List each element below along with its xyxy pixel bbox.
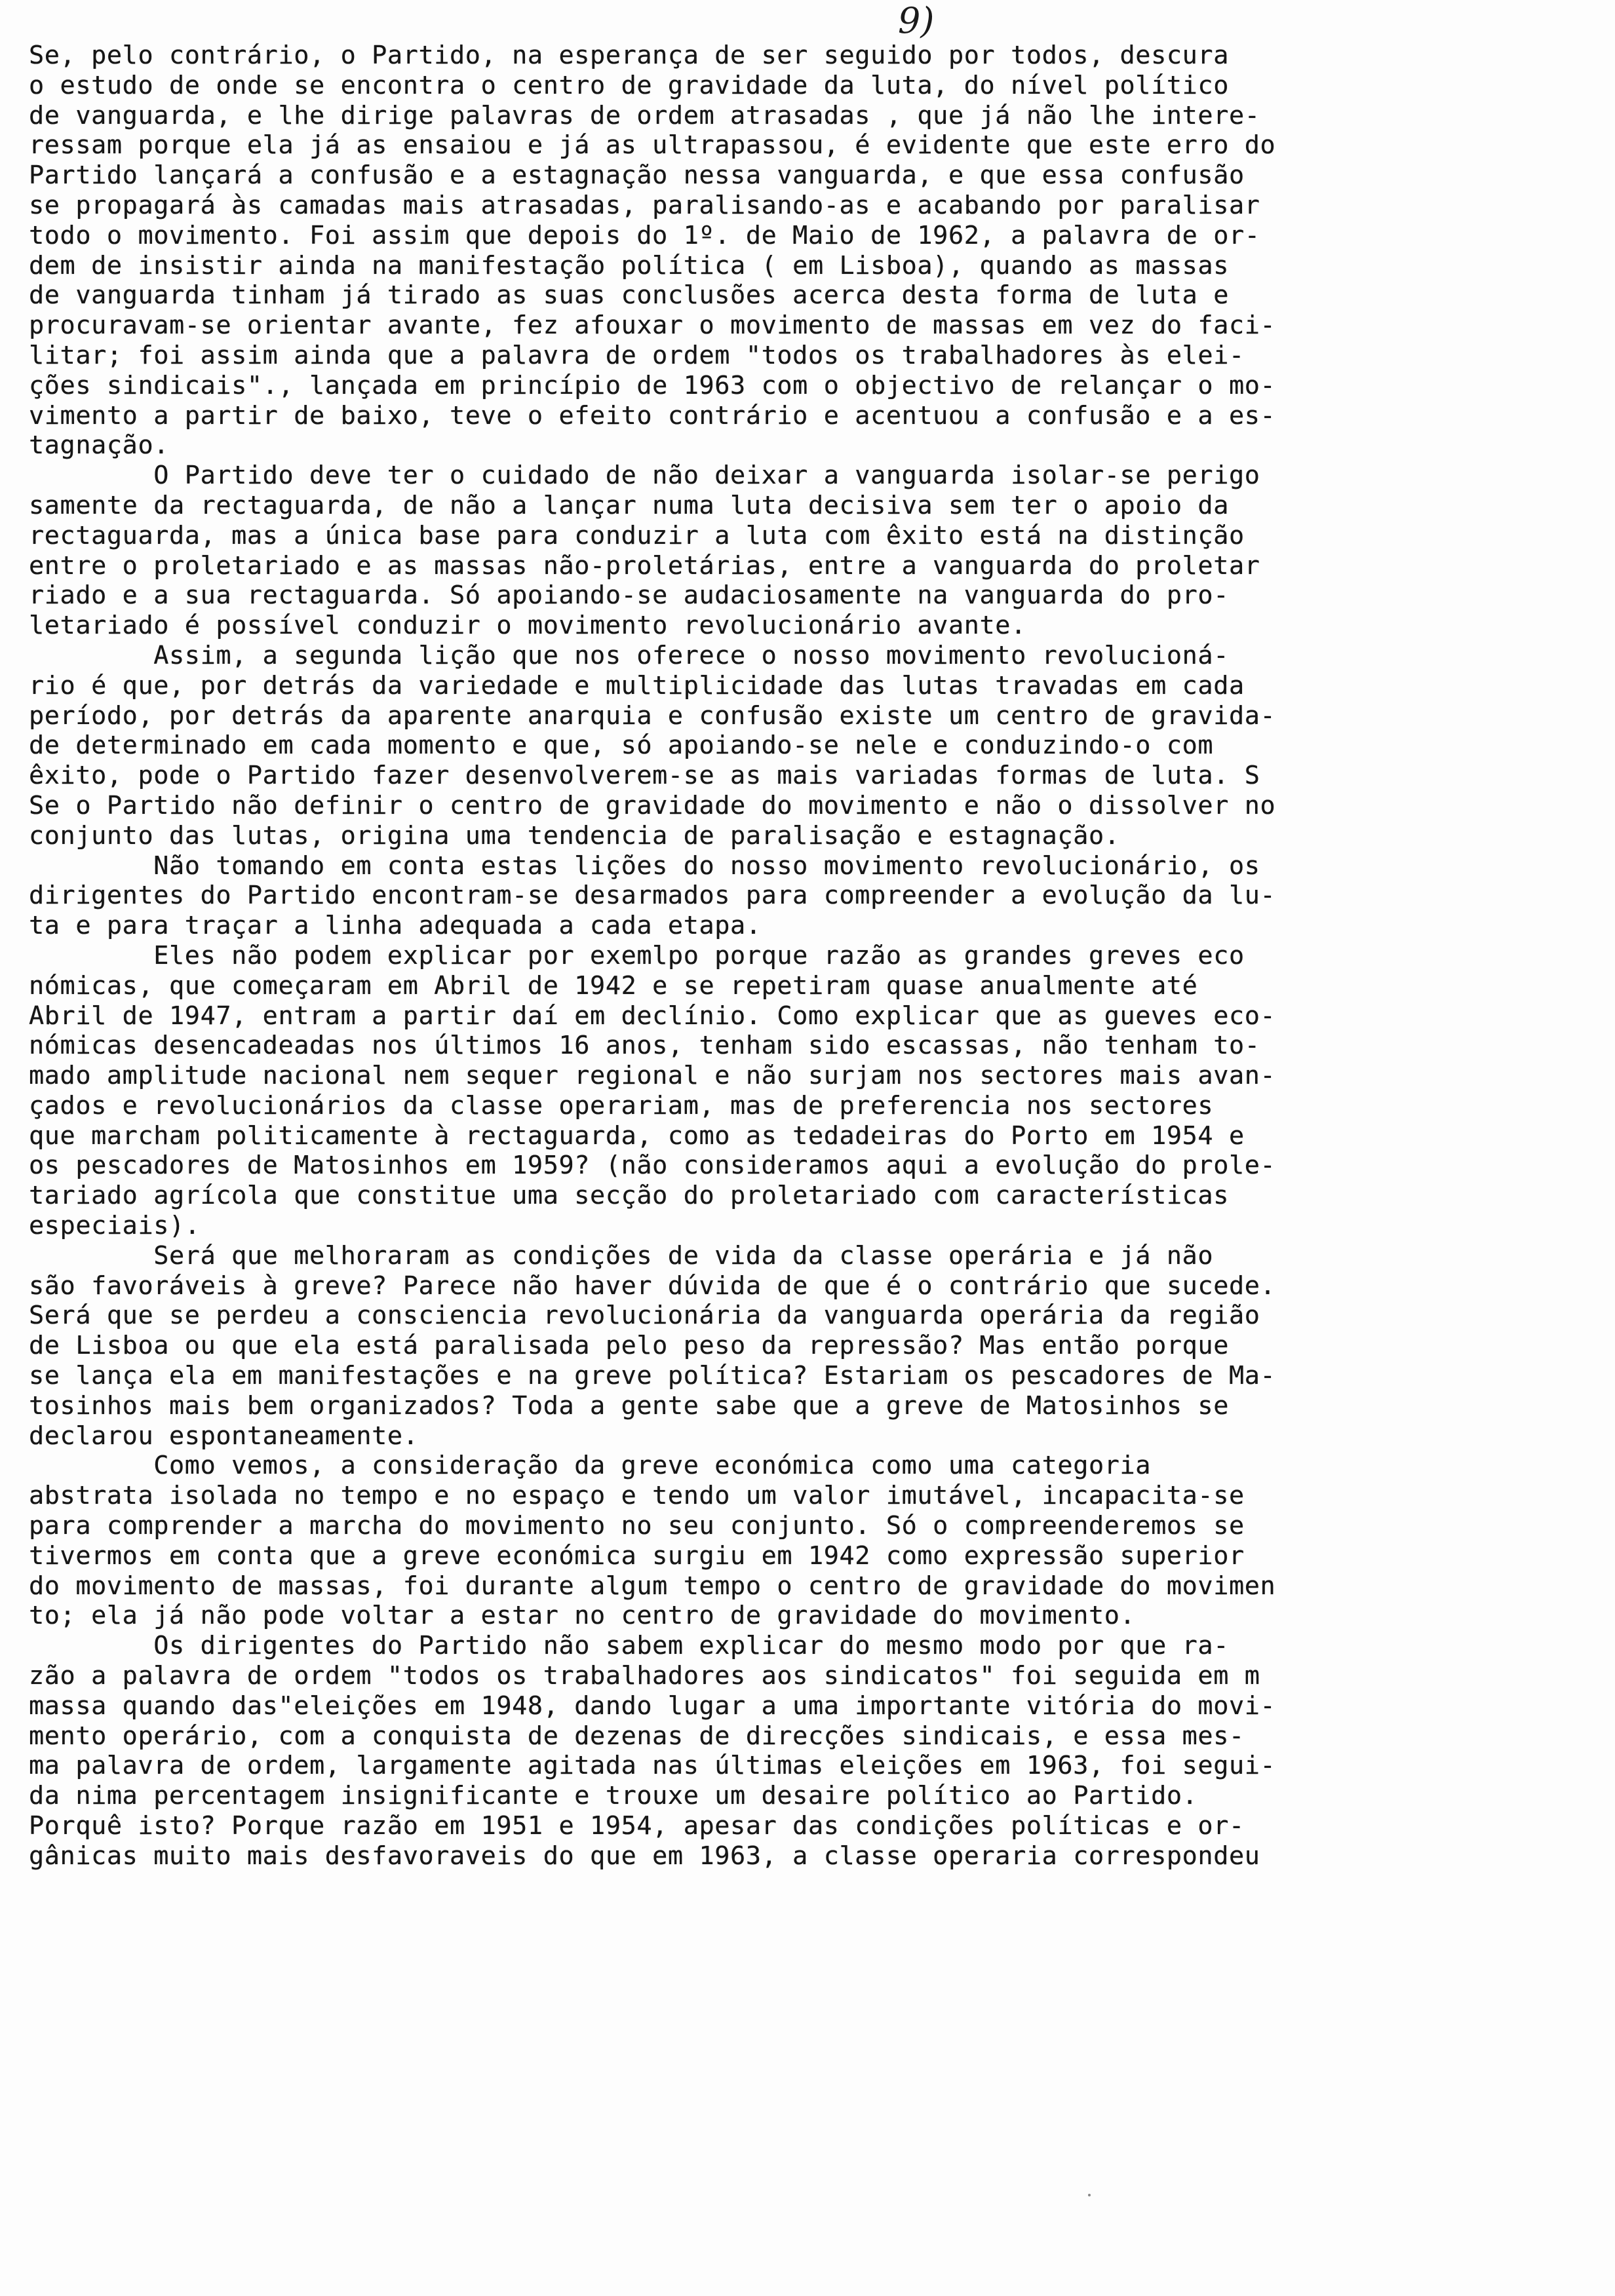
text-line: litar; foi assim ainda que a palavra de ordem "todos os trabalhadores às elei- — [29, 340, 1245, 370]
text-line: período, por detrás da aparente anarquia e confusão existe um centro de gravida- — [29, 700, 1276, 731]
text-line: tivermos em conta que a greve económica surgiu em 1942 como expressão superior — [29, 1540, 1245, 1571]
text-line: Os dirigentes do Partido não sabem explicar do mesmo modo por que ra- — [29, 1631, 1229, 1661]
text-line: vimento a partir de baixo, teve o efeito contrário e acentuou a confusão e a es- — [29, 400, 1276, 430]
text-line: ressam porque ela já as ensaiou e já as ultrapassou, é evidente que este erro do — [29, 130, 1276, 161]
text-line: do movimento de massas, foi durante algum tempo o centro de gravidade do movimen — [29, 1571, 1276, 1601]
text-line: o estudo de onde se encontra o centro de gravidade da luta, do nível político — [29, 70, 1229, 100]
text-line: letariado é possível conduzir o movimento revolucionário avante. — [29, 611, 1026, 641]
text-line: O Partido deve ter o cuidado de não deixar a vanguarda isolar-se perigo — [29, 461, 1260, 491]
text-line: se lança ela em manifestações e na greve política? Estariam os pescadores de Ma- — [29, 1361, 1276, 1391]
page-number: 9) — [898, 0, 935, 41]
text-line: de Lisboa ou que ela está paralisada pelo peso da repressão? Mas então porque — [29, 1331, 1229, 1361]
text-line: os pescadores de Matosinhos em 1959? (não consideramos aqui a evolução do prole- — [29, 1151, 1276, 1181]
text-line: çados e revolucionários da classe operariam, mas de preferencia nos sectores — [29, 1090, 1214, 1120]
text-line: entre o proletariado e as massas não-proletárias, entre a vanguarda do proletar — [29, 550, 1260, 581]
text-line: são favoráveis à greve? Parece não haver dúvida de que é o contrário que sucede. — [29, 1271, 1276, 1301]
text-line: samente da rectaguarda, de não a lançar numa luta decisiva sem ter o apoio da — [29, 490, 1229, 520]
text-line: tosinhos mais bem organizados? Toda a gente sabe que a greve de Matosinhos se — [29, 1390, 1229, 1421]
text-line: Se, pelo contrário, o Partido, na esperança de ser seguido por todos, descura — [29, 41, 1229, 70]
text-line: nómicas desencadeadas nos últimos 16 anos, tenham sido escassas, não tenham to- — [29, 1031, 1260, 1061]
text-line: dirigentes do Partido encontram-se desarmados para compreender a evolução da lu- — [29, 881, 1276, 911]
text-line: zão a palavra de ordem "todos os trabalhadores aos sindicatos" foi seguida em m — [29, 1661, 1260, 1691]
text-line: Eles não podem explicar por exemlpo porque razão as grandes greves eco — [29, 940, 1245, 970]
text-line: de vanguarda, e lhe dirige palavras de ordem atrasadas , que já não lhe intere- — [29, 100, 1260, 130]
text-line: gânicas muito mais desfavoraveis do que em 1963, a classe operaria correspondeu — [29, 1841, 1260, 1871]
text-line: conjunto das lutas, origina uma tendencia de paralisação e estagnação. — [29, 820, 1120, 851]
text-line: de determinado em cada momento e que, só apoiando-se nele e conduzindo-o com — [29, 731, 1214, 761]
text-line: Se o Partido não definir o centro de gravidade do movimento e não o dissolver no — [29, 790, 1276, 820]
text-line: mado amplitude nacional nem sequer regional e não surjam nos sectores mais avan- — [29, 1061, 1276, 1091]
text-line: Não tomando em conta estas lições do nosso movimento revolucionário, os — [29, 851, 1260, 881]
text-line: declarou espontaneamente. — [29, 1421, 419, 1451]
text-line: da nima percentagem insignificante e trouxe um desaire político ao Partido. — [29, 1781, 1198, 1811]
text-line: ta e para traçar a linha adequada a cada etapa. — [29, 911, 762, 941]
text-line: Será que se perdeu a consciencia revolucionária da vanguarda operária da região — [29, 1301, 1260, 1331]
text-line: riado e a sua rectaguarda. Só apoiando-se audaciosamente na vanguarda do pro- — [29, 581, 1229, 611]
text-line: Como vemos, a consideração da greve económica como uma categoria — [29, 1451, 1152, 1481]
text-line: de vanguarda tinham já tirado as suas conclusões acerca desta forma de luta e — [29, 280, 1229, 311]
text-line: procuravam-se orientar avante, fez afouxar o movimento de massas em vez do faci- — [29, 311, 1276, 341]
scan-speck — [1088, 2194, 1091, 2196]
text-line: êxito, pode o Partido fazer desenvolverem-se as mais variadas formas de luta. S — [29, 761, 1260, 791]
text-line: ções sindicais"., lançada em princípio de 1963 com o objectivo de relançar o mo- — [29, 370, 1276, 400]
text-line: nómicas, que começaram em Abril de 1942 e se repetiram quase anualmente até — [29, 970, 1198, 1001]
text-line: Assim, a segunda lição que nos oferece o nosso movimento revolucioná- — [29, 640, 1229, 670]
text-line: para comprender a marcha do movimento no seu conjunto. Só o compreenderemos se — [29, 1511, 1245, 1541]
text-line: Abril de 1947, entram a partir daí em declínio. Como explicar que as gueves eco- — [29, 1001, 1276, 1031]
body-text — [29, 41, 1595, 1871]
text-line: todo o movimento. Foi assim que depois do 1º. de Maio de 1962, a palavra de or- — [29, 220, 1260, 250]
text-line: abstrata isolada no tempo e no espaço e tendo um valor imutável, incapacita-se — [29, 1481, 1245, 1511]
text-line: tagnação. — [29, 430, 170, 461]
text-line: to; ela já não pode voltar a estar no centro de gravidade do movimento. — [29, 1601, 1136, 1631]
text-line: massa quando das"eleições em 1948, dando lugar a uma importante vitória do movi- — [29, 1691, 1276, 1721]
text-line: rectaguarda, mas a única base para conduzir a luta com êxito está na distinção — [29, 520, 1245, 550]
text-line: se propagará às camadas mais atrasadas, paralisando-as e acabando por paralisar — [29, 190, 1260, 220]
text-line: especiais). — [29, 1211, 201, 1241]
text-line: Será que melhoraram as condições de vida da classe operária e já não — [29, 1240, 1214, 1271]
text-line: Porquê isto? Porque razão em 1951 e 1954, apesar das condições políticas e or- — [29, 1811, 1245, 1841]
text-line: ma palavra de ordem, largamente agitada nas últimas eleições em 1963, foi segui- — [29, 1751, 1276, 1781]
text-line: tariado agrícola que constitue uma secção do proletariado com características — [29, 1181, 1229, 1211]
text-line: mento operário, com a conquista de dezenas de direcções sindicais, e essa mes- — [29, 1721, 1245, 1751]
text-line: dem de insistir ainda na manifestação política ( em Lisboa), quando as massas — [29, 250, 1229, 280]
text-line: que marcham politicamente à rectaguarda, como as tedadeiras do Porto em 1954 e — [29, 1120, 1245, 1151]
text-line: rio é que, por detrás da variedade e multiplicidade das lutas travadas em cada — [29, 670, 1245, 700]
text-line: Partido lançará a confusão e a estagnação nessa vanguarda, e que essa confusão — [29, 161, 1245, 191]
